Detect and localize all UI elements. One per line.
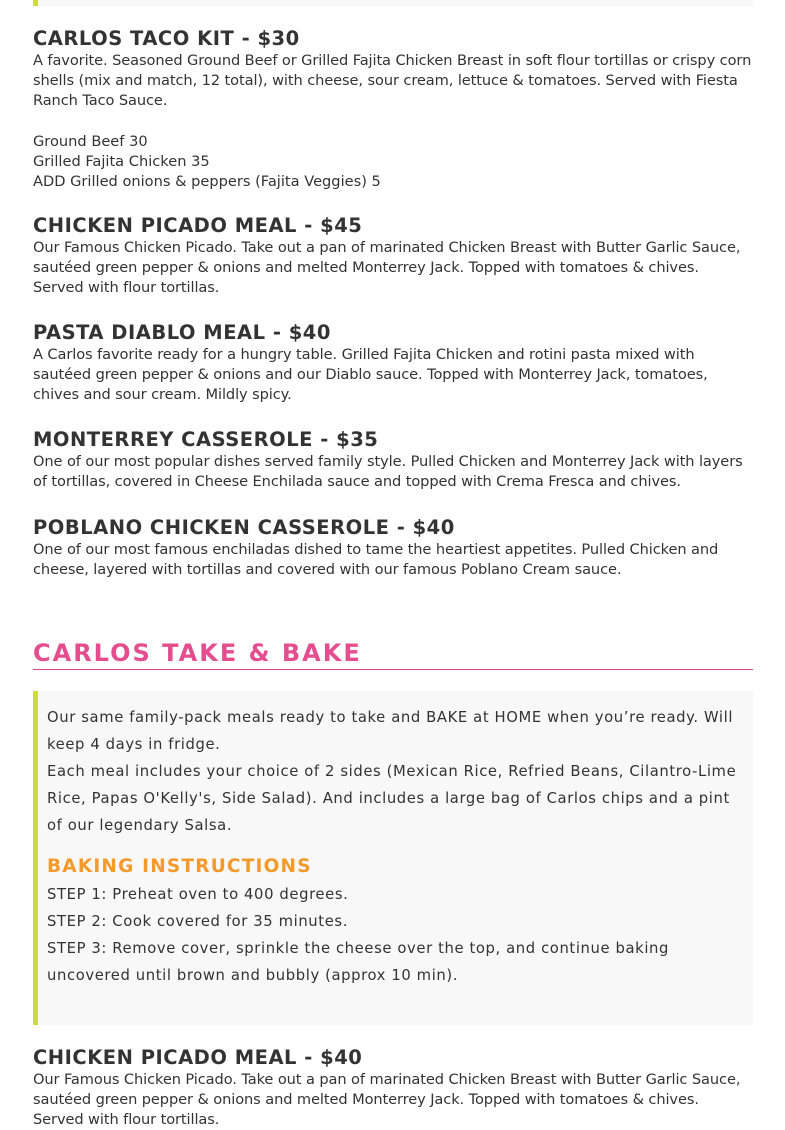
- baking-step-2: STEP 2: Cook covered for 35 minutes.: [47, 913, 349, 930]
- baking-step-3: STEP 3: Remove cover, sprinkle the cheese over the top, and continue baking uncovered until brown and bubbly (approx 10 min).: [47, 940, 670, 984]
- previous-callout-edge: [33, 0, 753, 6]
- menu-item-title: POBLANO CHICKEN CASSEROLE - $40: [33, 516, 455, 539]
- menu-item-description: Our Famous Chicken Picado. Take out a pan of marinated Chicken Breast with Butter Garlic Sauce, sautéed green pepper & onions and melted Monterrey Jack. Topped with tomatoes & chives. Served with flour tortillas.: [33, 1071, 741, 1128]
- option-grilled-fajita-chicken: Grilled Fajita Chicken 35: [33, 153, 210, 170]
- taco-kit-options: [33, 132, 753, 192]
- baking-step-1: STEP 1: Preheat oven to 400 degrees.: [47, 886, 349, 903]
- menu-item-description: One of our most popular dishes served family style. Pulled Chicken and Monterrey Jack with layers of tortillas, covered in Cheese Enchilada sauce and topped with Crema Fresca and chives.: [33, 453, 743, 490]
- menu-item-description: One of our most famous enchiladas dished to tame the heartiest appetites. Pulled Chicken and cheese, layered with tortillas and covered with our famous Poblano Cream sauce.: [33, 541, 719, 578]
- menu-item-title: CHICKEN PICADO MEAL - $40: [33, 1046, 363, 1069]
- menu-item-title: MONTERREY CASSEROLE - $35: [33, 428, 379, 451]
- menu-item-monterrey-casserole: [33, 428, 753, 492]
- menu-item-description: A Carlos favorite ready for a hungry table. Grilled Fajita Chicken and rotini pasta mixed with sautéed green pepper & onions and our Diablo sauce. Topped with Monterrey Jack, tomatoes, chives and sour cream. Mildly spicy.: [33, 346, 708, 403]
- option-ground-beef: Ground Beef 30: [33, 133, 148, 150]
- menu-item-taco-kit: [33, 27, 753, 111]
- take-and-bake-heading: [33, 638, 753, 670]
- menu-item-chicken-picado: [33, 214, 753, 298]
- take-and-bake-callout: [33, 691, 753, 1025]
- take-and-bake-includes: Each meal includes your choice of 2 sides (Mexican Rice, Refried Beans, Cilantro-Lime Rice, Papas O'Kelly's, Side Salad). And includes a large bag of Carlos chips and a pint of our legendary Salsa.: [47, 763, 737, 834]
- menu-item-title: CHICKEN PICADO MEAL - $45: [33, 214, 363, 237]
- menu-item-pasta-diablo: [33, 321, 753, 405]
- menu-item-poblano-casserole: [33, 516, 753, 580]
- option-fajita-veggies: ADD Grilled onions & peppers (Fajita Veggies) 5: [33, 173, 381, 190]
- bake-item-chicken-picado: [33, 1046, 753, 1130]
- baking-instructions-title: BAKING INSTRUCTIONS: [47, 856, 312, 877]
- menu-item-description: A favorite. Seasoned Ground Beef or Grilled Fajita Chicken Breast in soft flour tortillas or crispy corn shells (mix and match, 12 total), with cheese, sour cream, lettuce & tomatoes. Served with Fiesta Ranch Taco Sauce.: [33, 52, 752, 109]
- take-and-bake-intro: Our same family-pack meals ready to take and BAKE at HOME when you’re ready. Will keep 4 days in fridge.: [47, 709, 734, 753]
- menu-item-title: PASTA DIABLO MEAL - $40: [33, 321, 331, 344]
- menu-item-title: CARLOS TACO KIT - $30: [33, 27, 300, 50]
- menu-item-description: Our Famous Chicken Picado. Take out a pan of marinated Chicken Breast with Butter Garlic Sauce, sautéed green pepper & onions and melted Monterrey Jack. Topped with tomatoes & chives. Served with flour tortillas.: [33, 239, 741, 296]
- section-title: CARLOS TAKE & BAKE: [33, 639, 362, 667]
